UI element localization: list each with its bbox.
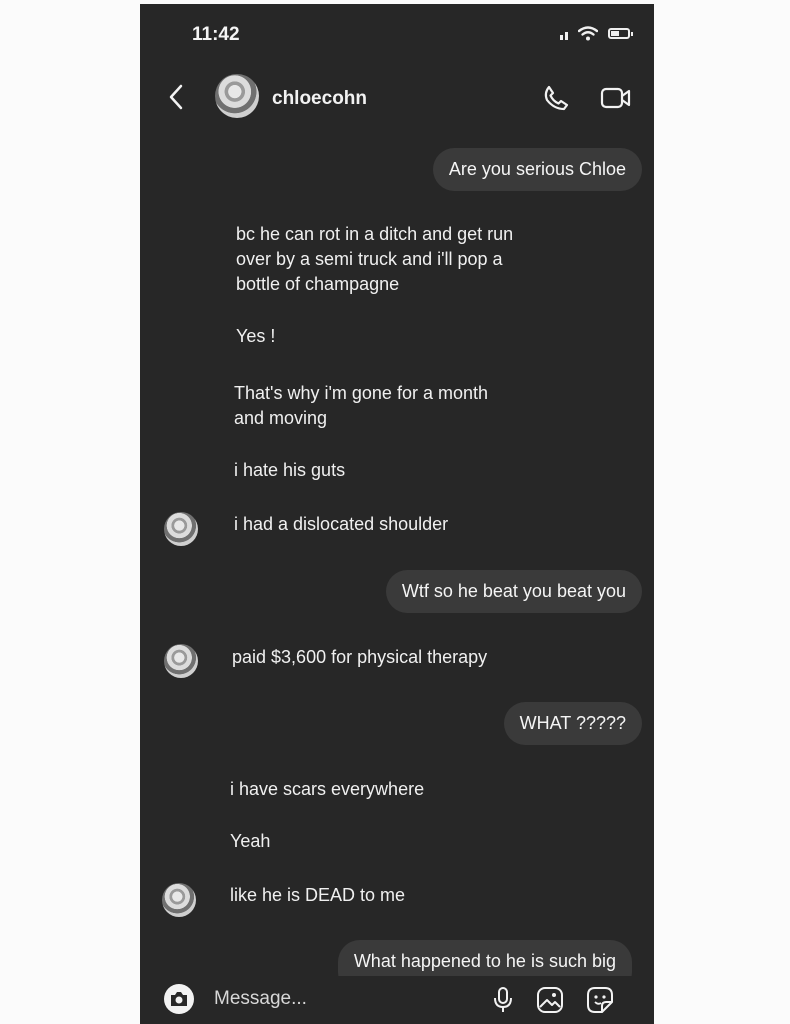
avatar[interactable]: [215, 74, 259, 118]
outgoing-message: WHAT ?????: [504, 702, 642, 745]
message-line: and moving: [234, 408, 328, 428]
incoming-message: [236, 222, 513, 297]
message-line: Yeah: [230, 831, 271, 851]
image-icon[interactable]: [536, 986, 564, 1014]
avatar[interactable]: [164, 512, 198, 546]
wifi-icon: [578, 26, 598, 41]
message-line: bc he can rot in a ditch and get run: [236, 224, 514, 244]
message-line: bottle of champagne: [236, 274, 400, 294]
outgoing-message: Are you serious Chloe: [433, 148, 642, 191]
contact-username[interactable]: chloecohn: [272, 88, 368, 109]
phone-screen: [140, 4, 654, 1024]
camera-button[interactable]: [164, 984, 194, 1014]
avatar[interactable]: [164, 644, 198, 678]
chat-header: [140, 74, 654, 130]
incoming-message: [230, 883, 405, 908]
status-icons: [560, 26, 630, 41]
message-input[interactable]: [212, 982, 456, 1016]
message-line: like he is DEAD to me: [230, 885, 406, 905]
incoming-message: [234, 512, 448, 537]
message-line: Yes !: [236, 326, 276, 346]
incoming-message: [230, 829, 270, 854]
message-line: over by a semi truck and i'll pop a: [236, 249, 503, 269]
sticker-icon[interactable]: [586, 986, 614, 1014]
camera-icon: [169, 991, 189, 1007]
battery-icon: [608, 28, 630, 39]
outgoing-message: What happened to he is such big: [338, 940, 632, 994]
avatar[interactable]: [162, 883, 196, 917]
signal-icon: [560, 28, 568, 40]
message-line: i hate his guts: [234, 460, 346, 480]
message-line: That's why i'm gone for a month: [234, 383, 488, 403]
video-camera-icon[interactable]: [600, 86, 632, 110]
incoming-message: [234, 458, 345, 483]
message-composer: [140, 976, 654, 1024]
microphone-icon[interactable]: [492, 986, 514, 1014]
message-line: i had a dislocated shoulder: [234, 514, 449, 534]
outgoing-message: Wtf so he beat you beat you: [386, 570, 642, 613]
incoming-message: [236, 324, 275, 349]
composer-actions: [492, 986, 614, 1014]
message-line: i have scars everywhere: [230, 779, 425, 799]
incoming-message: [234, 381, 488, 431]
incoming-message: [232, 645, 487, 670]
chevron-left-icon[interactable]: [168, 84, 184, 110]
status-time: 11:42: [192, 24, 240, 45]
incoming-message: [230, 777, 424, 802]
phone-icon[interactable]: [542, 84, 570, 112]
message-line: paid $3,600 for physical therapy: [232, 647, 488, 667]
